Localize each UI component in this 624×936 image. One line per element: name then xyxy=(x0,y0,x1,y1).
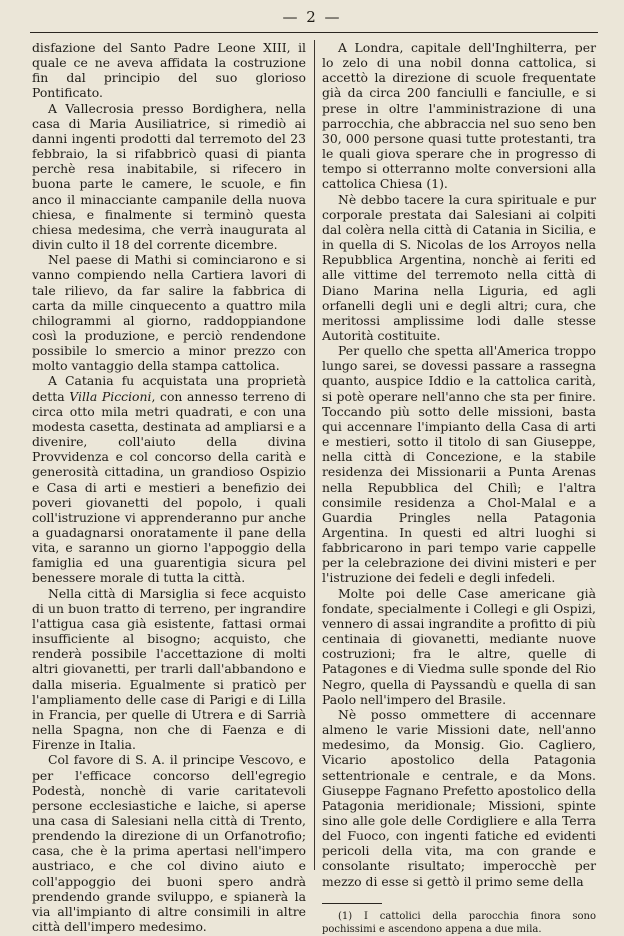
paragraph: A Londra, capitale dell'Inghilterra, per lo zelo di una nobil donna cattolica, si accettò la direzione di scuole frequentate già da circa 200 fanciulli e fanciulle, e si prese in oltre l'amministrazione di una parrocchia, che abbraccia nel suo seno ben 30, 000 persone quasi tutte protestanti, tra le quali giova sperare che in progresso di tempo si otterranno molte conversioni alla cattolica Chiesa (1). xyxy=(322,40,596,192)
paragraph: Nella città di Marsiglia si fece acquisto di un buon tratto di terreno, per ingrandire l'attigua casa già esistente, fattasi ormai insufficiente al bisogno; acquisto, che renderà possibile l'accettazione di molti altri giovanetti, per trarli dall'abbandono e dalla miseria. Egualmente si praticò per l'ampliamento delle case di Parigi e di Lilla in Francia, per quelle di Utrera e di Sarrià nella Spagna, non che di Faenza e di Firenze in Italia. xyxy=(32,585,306,753)
footnote-rule xyxy=(322,903,382,904)
paragraph xyxy=(32,373,306,585)
paragraph: Per quello che spetta all'America troppo lungo sarei, se dovessi passare a rassegna quanto, auspice Iddio e la cattolica carità, si potè operare nell'anno che sta per finire. Toccando più sotto delle missioni, basta qui accennare l'impianto della Casa di arti e mestieri, sotto il titolo di san Giuseppe, nella città di Concezione, e la stabile residenza dei Missionarii a Punta Arenas nella Repubblica del Chilì; e l'altra consimile residenza a Chol-Malal e a Guardia Pringles nella Patagonia Argentina. In questi ed altri luoghi si fabbricarono in pari tempo varie cappelle per la celebrazione dei divini misteri e per l'istruzione dei fedeli e degli infedeli. xyxy=(322,343,596,586)
left-column xyxy=(32,40,306,934)
paragraph: Nè posso ommettere di accennare almeno le varie Missioni date, nell'anno medesimo, da Monsig. Gio. Cagliero, Vicario apostolico della Patagonia settentrionale e centrale, e da Mons. Giuseppe Fagnano Prefetto apostolico della Patagonia meridionale; Missioni, spinte sino alle gole delle Cordigliere e alla Terra del Fuoco, con ingenti fatiche ed evidenti pericoli della vita, ma con grande e consolante risultato; imperocchè per mezzo di esse si gettò il primo seme della xyxy=(322,706,596,889)
right-column xyxy=(322,40,596,936)
paragraph-text: , con annesso terreno di circa otto mila metri quadrati, e con una modesta casetta, destinata ad ampliarsi e a divenire, coll'aiuto della divina Provvidenza e col concorso della carità e generosità cittadina, un grandioso Ospizio e Casa di arti e mestieri a benefizio dei poveri giovanetti del popolo, i quali coll'istruzione vi apprenderanno pur anche a guadagnarsi onoratamente il pane della vita, e saranno un giorno l'appoggio della famiglia ed una guarentigia sicura pel benessere morale di tutta la città. xyxy=(32,388,306,586)
page-number: — 2 — xyxy=(282,8,342,26)
paragraph: disfazione del Santo Padre Leone XIII, il quale ce ne aveva affidata la costruzione fin dal principio del suo glorioso Pontificato. xyxy=(32,40,306,101)
italic-place-name: Villa Piccioni xyxy=(69,388,152,404)
paragraph-text: A Catania fu acquistata una proprietà detta xyxy=(32,373,306,404)
header-rule xyxy=(30,32,598,33)
paragraph: Molte poi delle Case americane già fondate, specialmente i Collegi e gli Ospizi, vennero di assai ingrandite a profitto di più centinaia di giovanetti, mediante nuove costruzioni; fra le altre, quelle di Patagones e di Viedma sulle sponde del Rio Negro, quella di Payssandù e quella di san Paolo nell'impero del Brasile. xyxy=(322,585,596,707)
paragraph: A Vallecrosia presso Bordighera, nella casa di Maria Ausiliatrice, si rimediò ai danni ingenti prodotti dal terremoto del 23 febbraio, la si rifabbricò quasi di pianta perchè resa inabitabile, si rifecero in buona parte le camere, le scuole, e fin anco il minacciante campanile della nuova chiesa, e finalmente si terminò questa chiesa medesima, che verrà inaugurata al divin culto il 18 del corrente dicembre. xyxy=(32,100,306,253)
footnote: (1) I cattolici della parocchia finora sono pochissimi e ascendono appena a due mila. xyxy=(322,910,596,935)
column-divider xyxy=(314,40,315,870)
paragraph: Nè debbo tacere la cura spirituale e pur corporale prestata dai Salesiani ai colpiti dal colèra nella città di Catania in Sicilia, e in quella di S. Nicolas de los Arroyos nella Repubblica Argentina, nonchè ai feriti ed alle vittime del terremoto nella città di Diano Marina nella Liguria, ed agli orfanelli degli uni e degli altri; cura, che meritossi amplissime lodi dalle stesse Autorità costituite. xyxy=(322,191,596,343)
paragraph: Nel paese di Mathi si cominciarono e si vanno compiendo nella Cartiera lavori di tale rilievo, da far salire la fabbrica di carta da mille cinquecento a quattro mila chilogrammi al giorno, raddoppiandone così la produzione, e perciò rendendone possibile lo smercio a minor prezzo con molto vantaggio della stampa cattolica. xyxy=(32,252,306,374)
paragraph: Col favore di S. A. il principe Vescovo, e per l'efficace concorso dell'egregio Podestà, nonchè di varie caritatevoli persone ecclesiastiche e laiche, si aperse una casa di Salesiani nella città di Trento, prendendo la direzione di un Orfanotrofio; casa, che è la prima apertasi nell'impero austriaco, e che col divino aiuto e coll'appoggio dei buoni spero andrà prendendo grande sviluppo, e spianerà la via all'impianto di altre consimili in altre città dell'impero medesimo. xyxy=(32,752,306,935)
